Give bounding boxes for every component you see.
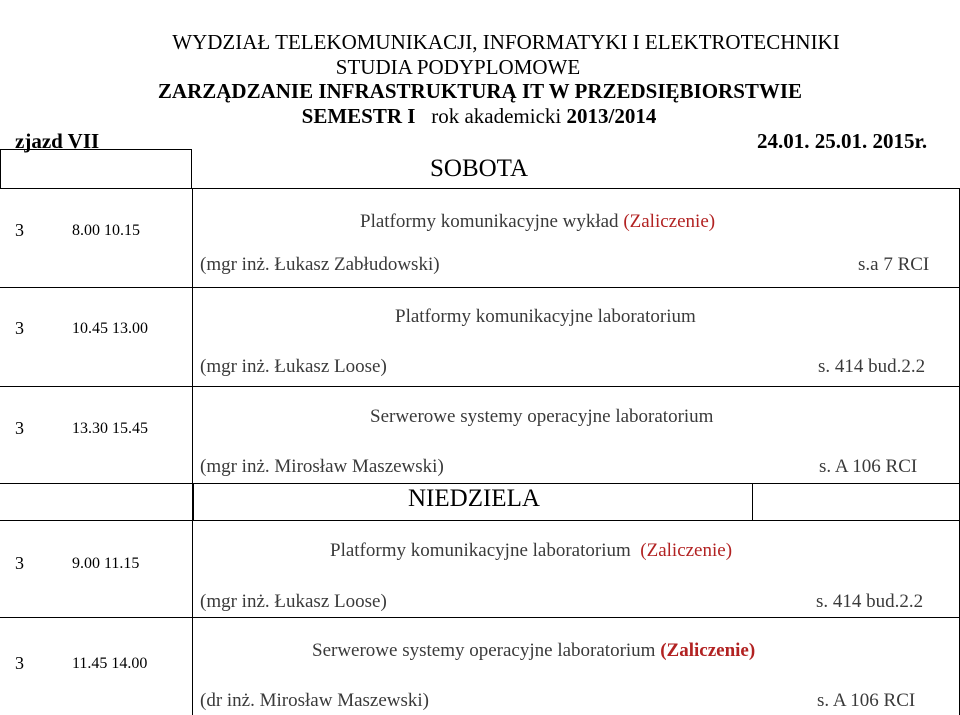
slot-3-hours: 3 13.30 15.45 bbox=[15, 418, 148, 438]
semester-line bbox=[0, 104, 959, 128]
saturday-label: SOBOTA bbox=[430, 155, 529, 182]
slot-4-lecturer: (mgr inż. Łukasz Loose) bbox=[200, 591, 387, 612]
slot-1-time: 8.00 10.15 bbox=[72, 222, 140, 239]
slot-4-hours: 3 9.00 11.15 bbox=[15, 553, 140, 573]
column-divider bbox=[192, 188, 193, 715]
slot-1-note: (Zaliczenie) bbox=[623, 211, 716, 232]
slot-3-room: s. A 106 RCI bbox=[819, 456, 918, 477]
slot-1-room: s.a 7 RCI bbox=[858, 254, 930, 275]
slot-2-room: s. 414 bud.2.2 bbox=[818, 356, 926, 377]
slot-4-room: s. 414 bud.2.2 bbox=[816, 591, 924, 612]
slot-2-lecturer: (mgr inż. Łukasz Loose) bbox=[200, 356, 387, 377]
slot-5-course: Serwerowe systemy operacyjne laboratorium (Zaliczenie) bbox=[312, 640, 756, 661]
slot-4-note: (Zaliczenie) bbox=[640, 540, 733, 561]
slot-5-lecturer: (dr inż. Mirosław Maszewski) bbox=[200, 690, 430, 711]
row-divider bbox=[0, 188, 960, 189]
slot-2-course: Platformy komunikacyjne laboratorium bbox=[395, 306, 696, 327]
slot-3-time: 13.30 15.45 bbox=[72, 420, 148, 437]
slot-5-note: (Zaliczenie) bbox=[660, 640, 756, 661]
sunday-label: NIEDZIELA bbox=[408, 485, 540, 512]
row-divider bbox=[0, 287, 960, 288]
slot-1-hours: 3 8.00 10.15 bbox=[15, 220, 140, 240]
slot-3-course: Serwerowe systemy operacyjne laboratorium bbox=[370, 406, 714, 427]
slot-1-course: Platformy komunikacyjne wykład (Zaliczenie) bbox=[360, 211, 716, 232]
row-divider bbox=[0, 617, 960, 618]
saturday-header-box bbox=[0, 149, 192, 189]
slot-4-time: 9.00 11.15 bbox=[72, 555, 140, 572]
row-divider bbox=[0, 386, 960, 387]
academic-year: 2013/2014 bbox=[566, 104, 657, 128]
program-title: ZARZĄDZANIE INFRASTRUKTURĄ IT W PRZEDSIĘBIORSTWIE bbox=[157, 79, 803, 103]
session-dates: 24.01. 25.01. 2015r. bbox=[757, 129, 928, 153]
slot-5-time: 11.45 14.00 bbox=[72, 655, 148, 672]
faculty-title: WYDZIAŁ TELEKOMUNIKACJI, INFORMATYKI I ELEKTROTECHNIKI bbox=[172, 30, 840, 54]
slot-4-course: Platformy komunikacyjne laboratorium (Zaliczenie) bbox=[330, 540, 733, 561]
slot-5-hours: 3 11.45 14.00 bbox=[15, 653, 148, 673]
slot-2-hours: 3 10.45 13.00 bbox=[15, 318, 148, 338]
slot-3-lecturer: (mgr inż. Mirosław Maszewski) bbox=[200, 456, 444, 477]
academic-year-label: rok akademicki bbox=[431, 104, 562, 128]
slot-1-lecturer: (mgr inż. Łukasz Zabłudowski) bbox=[200, 254, 440, 275]
session-number: zjazd VII bbox=[15, 129, 100, 153]
slot-2-time: 10.45 13.00 bbox=[72, 320, 148, 337]
slot-5-room: s. A 106 RCI bbox=[817, 690, 916, 711]
semester-label: SEMESTR I bbox=[301, 104, 416, 128]
studies-type: STUDIA PODYPLOMOWE bbox=[335, 55, 581, 79]
